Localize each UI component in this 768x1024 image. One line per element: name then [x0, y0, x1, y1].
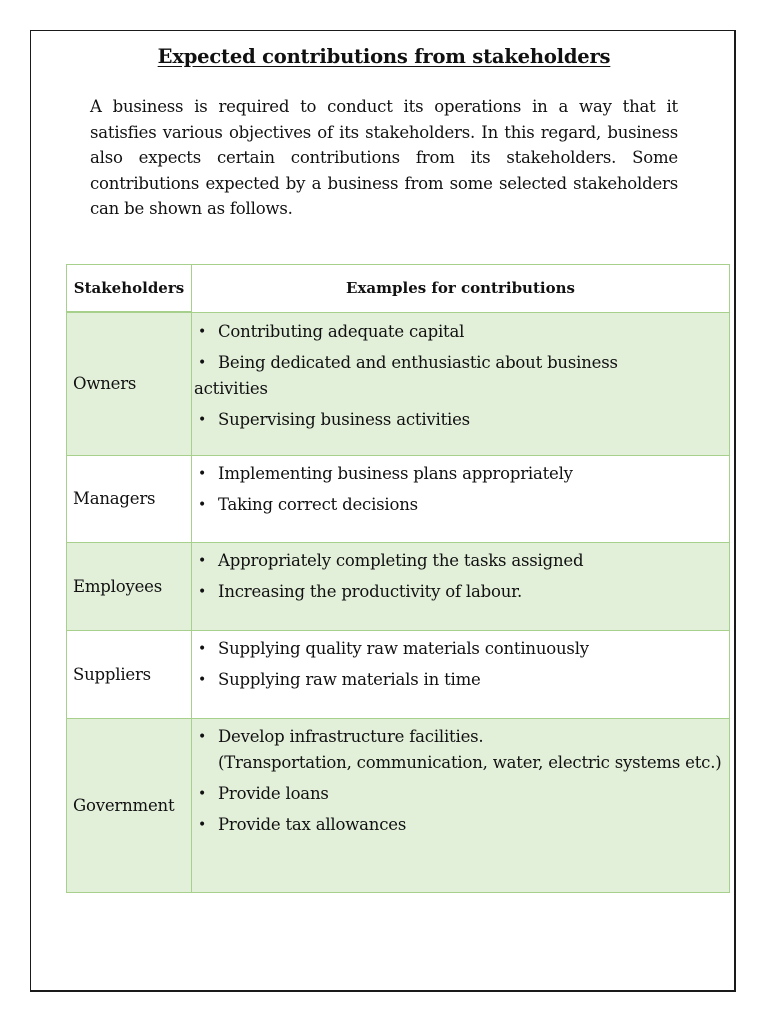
stakeholder-cell: Managers [67, 455, 192, 542]
column-header-stakeholders: Stakeholders [67, 265, 192, 313]
bullet-icon: • [198, 816, 207, 833]
contributions-cell [192, 455, 730, 542]
document-title: Expected contributions from stakeholders [157, 45, 611, 68]
contributions-cell [192, 542, 730, 630]
bullet-icon: • [198, 465, 207, 482]
table-row [67, 312, 730, 455]
list-item [198, 548, 723, 574]
table-row [67, 630, 730, 718]
contributions-cell [192, 312, 730, 455]
list-item-text: Appropriately completing the tasks assigned [218, 550, 584, 570]
bullet-icon: • [198, 552, 207, 569]
list-item-text: Supervising business activities [218, 409, 470, 429]
list-item [198, 461, 723, 487]
bullet-icon: • [198, 583, 207, 600]
list-item-text: Implementing business plans appropriately [218, 463, 573, 483]
table-header-row [67, 265, 730, 313]
bullet-icon: • [198, 640, 207, 657]
intro-paragraph: A business is required to conduct its operations in a way that it satisfies various objectives of its stakeholders. In this regard, business also expects certain contributions from its stakeholders. Some contributions expected by a business from some selected stakeholders can be shown as follows. [90, 97, 678, 219]
bullet-icon: • [198, 323, 207, 340]
stakeholder-cell: Suppliers [67, 630, 192, 718]
list-item [198, 407, 723, 433]
column-header-contributions: Examples for contributions [192, 265, 730, 313]
list-item-text: Increasing the productivity of labour. [218, 581, 523, 601]
list-item [198, 319, 723, 345]
list-item-text: (Transportation, communication, water, electric systems etc.) [218, 752, 722, 772]
bullet-icon: • [198, 785, 207, 802]
bullet-icon: • [198, 728, 207, 745]
list-item [198, 636, 723, 662]
list-item-text: activities [194, 378, 268, 398]
list-item-text: Supplying quality raw materials continuously [218, 638, 589, 658]
contributions-cell [192, 718, 730, 892]
contributions-cell [192, 630, 730, 718]
stakeholder-cell: Government [67, 718, 192, 892]
list-item-text: Provide tax allowances [218, 814, 407, 834]
list-item-text: Being dedicated and enthusiastic about business [218, 352, 618, 372]
list-item [198, 781, 723, 807]
list-item-text: Supplying raw materials in time [218, 669, 481, 689]
list-item [198, 667, 723, 693]
table-row [67, 455, 730, 542]
table-row [67, 542, 730, 630]
list-item-text: Contributing adequate capital [218, 321, 465, 341]
list-item [198, 724, 723, 776]
list-item [194, 350, 723, 402]
stakeholder-cell: Owners [67, 312, 192, 455]
stakeholder-table [66, 264, 729, 893]
bullet-icon: • [198, 496, 207, 513]
list-item [198, 492, 723, 518]
stakeholder-cell: Employees [67, 542, 192, 630]
list-item-text: Taking correct decisions [218, 494, 418, 514]
list-item [198, 579, 723, 605]
bullet-icon: • [198, 411, 207, 428]
table-row [67, 718, 730, 892]
bullet-icon: • [198, 354, 207, 371]
list-item [198, 812, 723, 838]
list-item-text: Develop infrastructure facilities. [218, 726, 484, 746]
list-item-text: Provide loans [218, 783, 329, 803]
bullet-icon: • [198, 671, 207, 688]
